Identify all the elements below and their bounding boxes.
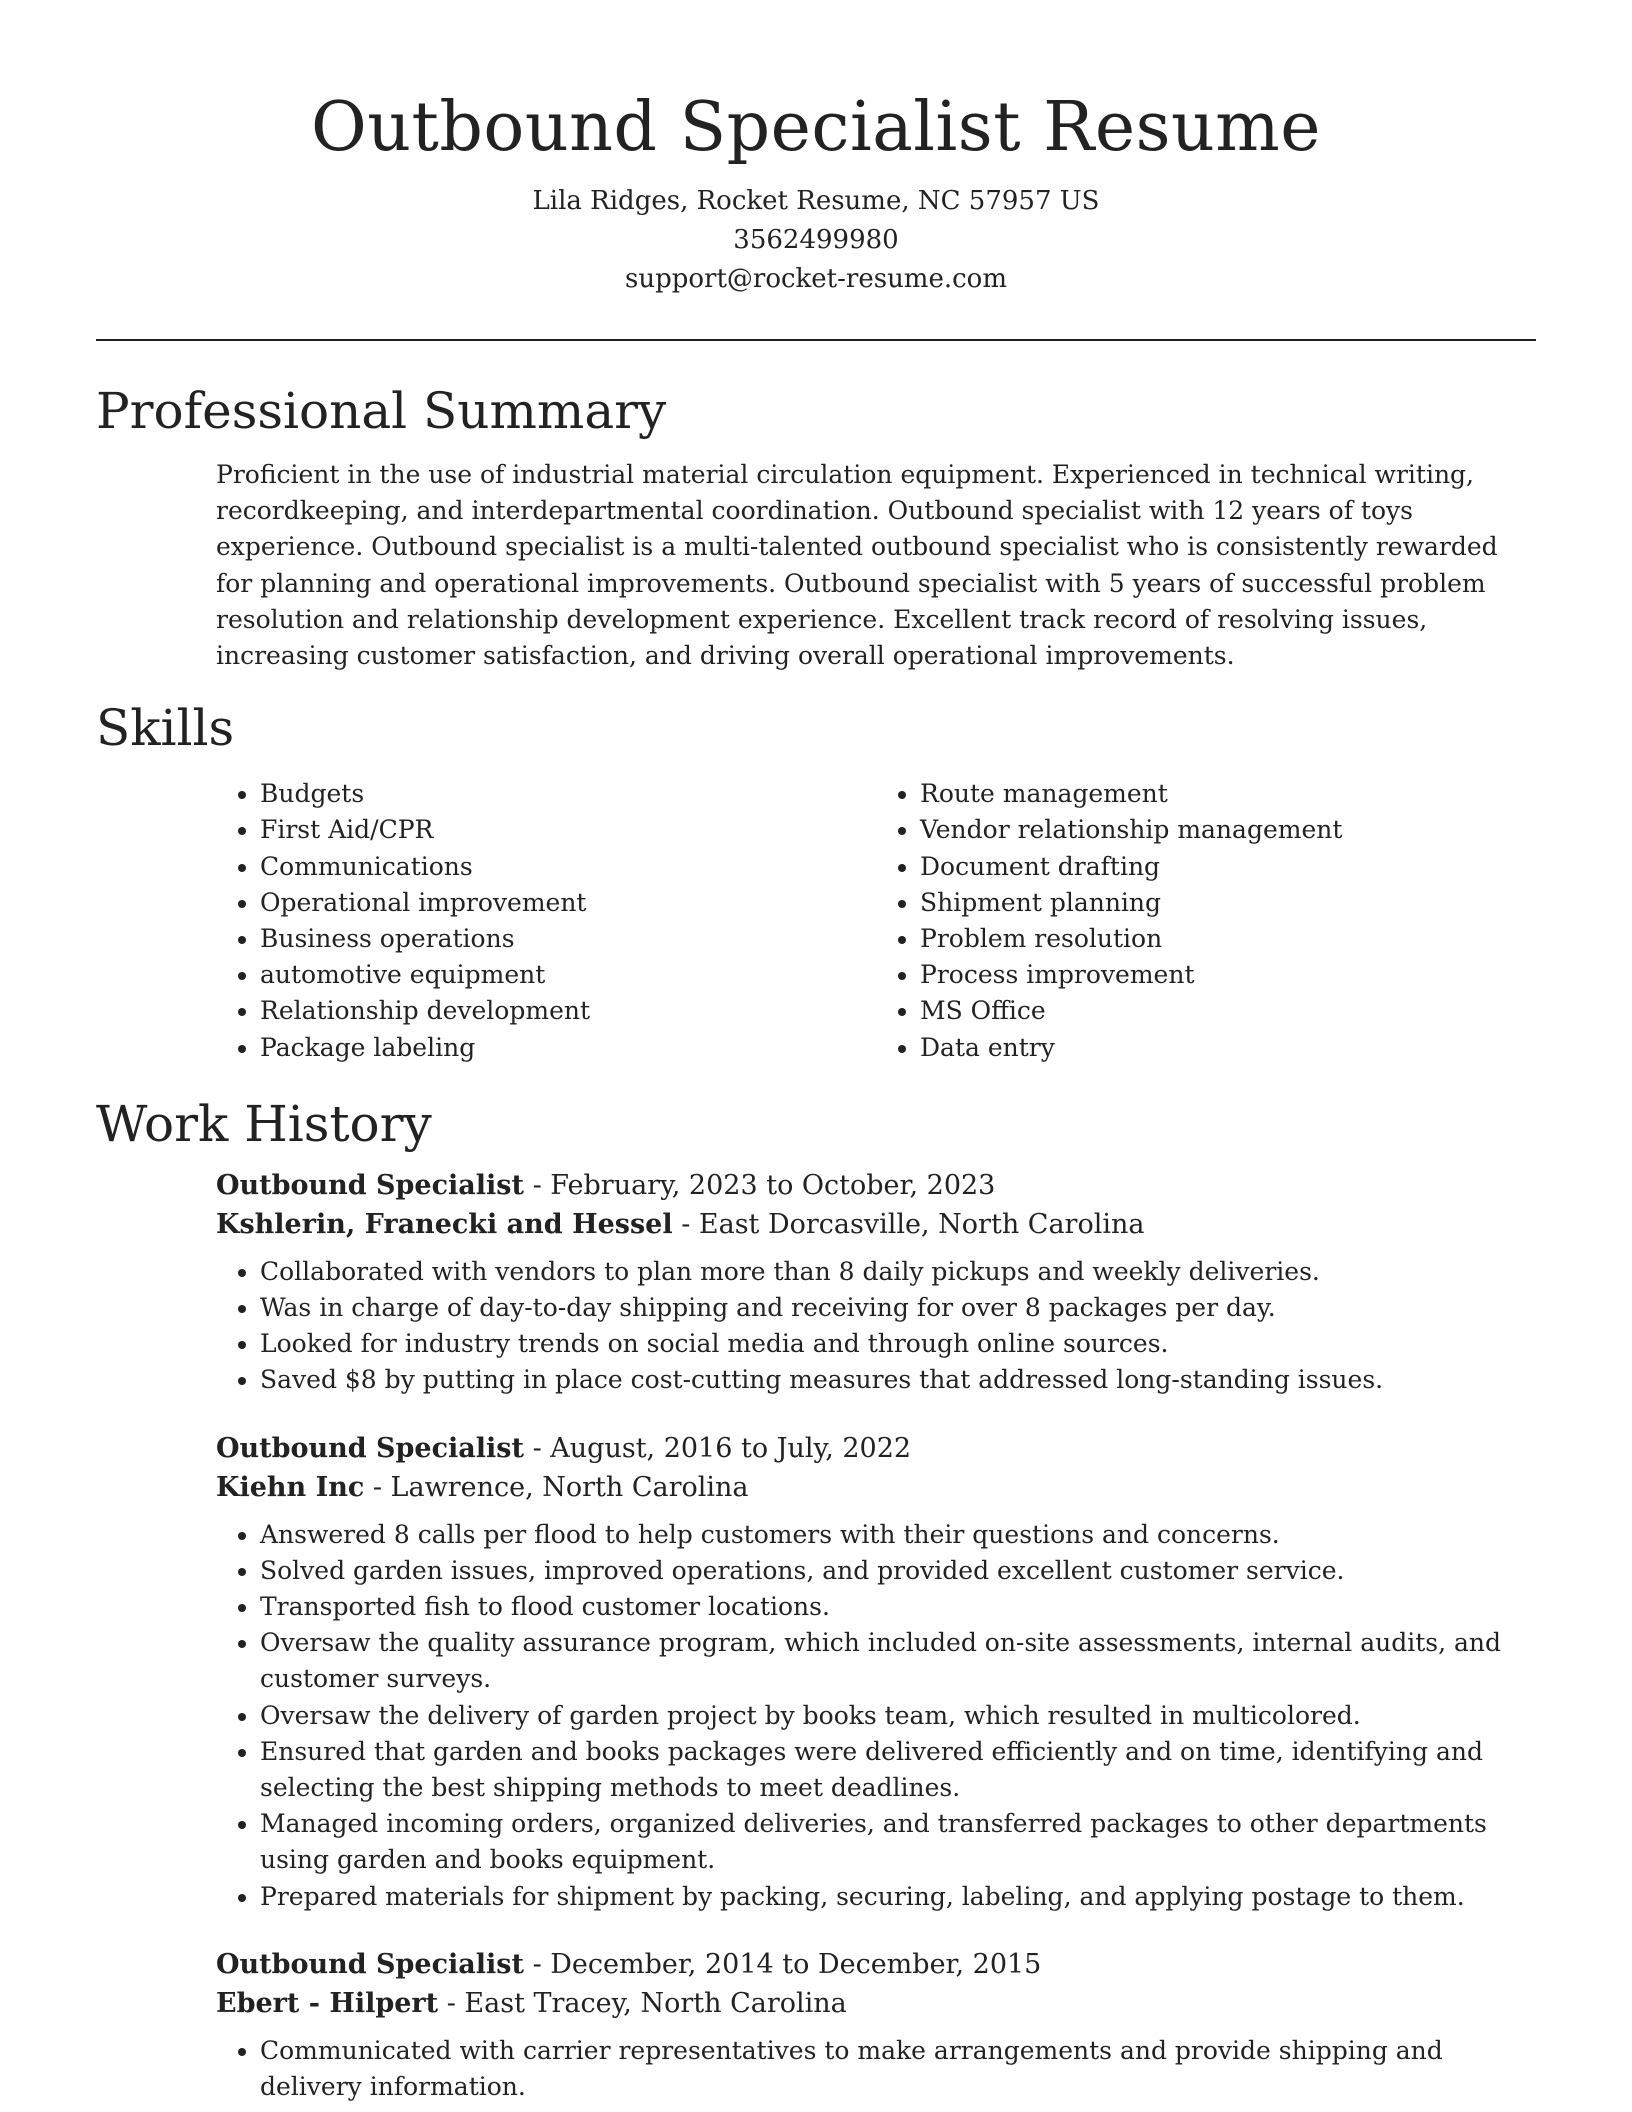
job-bullet: • Prepared materials for shipment by packing, securing, labeling, and applying postage to them. (260, 1879, 1536, 1915)
job-location: - East Dorcasville, North Carolina (672, 1208, 1145, 1240)
job-bullet: • Answered 8 calls per flood to help customers with their questions and concerns. (260, 1517, 1536, 1553)
contact-email: support@rocket-resume.com (624, 264, 1007, 294)
job-company: Kshlerin, Franecki and Hessel (216, 1208, 673, 1240)
contact-address: Lila Ridges, Rocket Resume, NC 57957 US (532, 186, 1100, 216)
job-entry (216, 1945, 1536, 2105)
skill-item: • Operational improvement (260, 885, 876, 921)
job-title: Outbound Specialist (216, 1169, 524, 1201)
skill-item: • Budgets (260, 776, 876, 812)
job-title-line (216, 1429, 1536, 1468)
summary-heading: Professional Summary (96, 382, 667, 440)
job-company-line (216, 1984, 1536, 2023)
job-title-line (216, 1945, 1536, 1984)
job-title: Outbound Specialist (216, 1948, 524, 1980)
skills-heading: Skills (96, 699, 235, 758)
skill-item: • Route management (920, 776, 1536, 812)
job-company: Ebert - Hilpert (216, 1987, 439, 2019)
skill-item: • Business operations (260, 921, 876, 957)
job-dates: - February, 2023 to October, 2023 (523, 1169, 996, 1201)
skill-item: • First Aid/CPR (260, 812, 876, 848)
skill-item: • Data entry (920, 1030, 1536, 1066)
job-dates: - August, 2016 to July, 2022 (523, 1432, 912, 1464)
job-dates: - December, 2014 to December, 2015 (523, 1948, 1042, 1980)
skill-item: • Relationship development (260, 993, 876, 1029)
job-bullet: • Oversaw the delivery of garden project by books team, which resulted in multicolored. (260, 1698, 1536, 1734)
job-bullet: • Was in charge of day-to-day shipping and receiving for over 8 packages per day. (260, 1290, 1536, 1326)
skill-item: • Communications (260, 849, 876, 885)
skill-item: • MS Office (920, 993, 1536, 1029)
header-divider (96, 339, 1536, 341)
job-bullet: • Ensured that garden and books packages were delivered efficiently and on time, identifying and selecting the best shipping methods to meet deadlines. (260, 1734, 1536, 1806)
job-bullets (216, 2033, 1536, 2105)
skill-item: • Vendor relationship management (920, 812, 1536, 848)
job-bullet: • Managed incoming orders, organized deliveries, and transferred packages to other departments using garden and books equipment. (260, 1806, 1536, 1878)
job-bullets (216, 1517, 1536, 1915)
job-company: Kiehn Inc (216, 1471, 365, 1503)
resume-title: Outbound Specialist Resume (311, 88, 1321, 167)
job-bullet: • Transported fish to flood customer locations. (260, 1589, 1536, 1625)
job-entry (216, 1429, 1536, 1915)
job-location: - Lawrence, North Carolina (364, 1471, 749, 1503)
job-title-line (216, 1166, 1536, 1205)
skills-column-right (876, 776, 1536, 1066)
job-bullet: • Looked for industry trends on social media and through online sources. (260, 1326, 1536, 1362)
skill-item: • automotive equipment (260, 957, 876, 993)
job-bullet: • Oversaw the quality assurance program, which included on-site assessments, internal audits, and customer surveys. (260, 1625, 1536, 1697)
skill-item: • Problem resolution (920, 921, 1536, 957)
skill-item: • Shipment planning (920, 885, 1536, 921)
job-company-line (216, 1205, 1536, 1244)
job-entry (216, 1166, 1536, 1399)
skill-item: • Package labeling (260, 1030, 876, 1066)
work-history-heading: Work History (96, 1094, 432, 1153)
job-bullet: • Saved $8 by putting in place cost-cutting measures that addressed long-standing issues. (260, 1362, 1536, 1398)
summary-text: Proficient in the use of industrial material circulation equipment. Experienced in technical writing, recordkeeping, and interdepartmental coordination. Outbound specialist with 12 years of toys experience. Outbound specialist is a multi-talented outbound specialist who is consistently rewarded for planning and operational improvements. Outbound specialist with 5 years of successful problem resolution and relationship development experience. Excellent track record of resolving issues, increasing customer satisfaction, and driving overall operational improvements. (216, 460, 1498, 671)
contact-phone: 3562499980 (733, 225, 899, 255)
job-bullet: • Communicated with carrier representatives to make arrangements and provide shipping and delivery information. (260, 2033, 1536, 2105)
job-bullet: • Solved garden issues, improved operations, and provided excellent customer service. (260, 1553, 1536, 1589)
skill-item: • Document drafting (920, 849, 1536, 885)
resume-page (96, 0, 1536, 2105)
skill-item: • Process improvement (920, 957, 1536, 993)
job-bullets (216, 1254, 1536, 1399)
skills-grid (216, 776, 1536, 1066)
job-bullet: • Collaborated with vendors to plan more than 8 daily pickups and weekly deliveries. (260, 1254, 1536, 1290)
job-title: Outbound Specialist (216, 1432, 524, 1464)
contact-block (96, 182, 1536, 299)
job-location: - East Tracey, North Carolina (438, 1987, 847, 2019)
skills-column-left (216, 776, 876, 1066)
job-company-line (216, 1468, 1536, 1507)
